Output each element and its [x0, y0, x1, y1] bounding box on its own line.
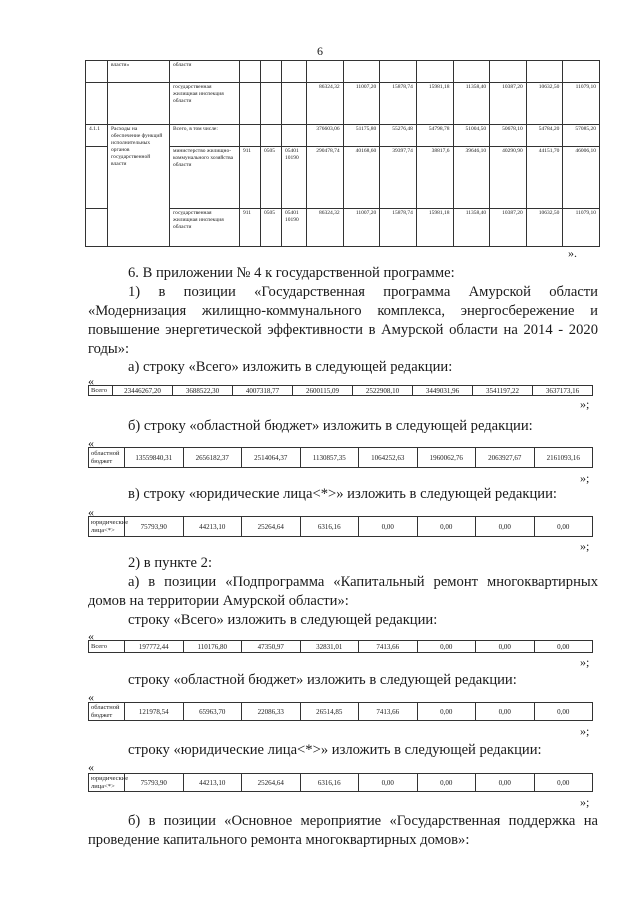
- table-row: государственная жилищная инспекция области 86324,32 11007,20 15878,74 15981,18 11358,40 10387,20 10632,50 11079,10: [86, 83, 600, 125]
- row-table-oblast-budget-2: [88, 702, 593, 721]
- row-table-oblast-budget: [88, 447, 593, 468]
- row-table-vsego-2: [88, 640, 593, 653]
- close-quote: »;: [580, 795, 590, 809]
- table-row: Всего 197772,44 110176,80 47350,97 32831,01 7413,66 0,00 0,00 0,00: [89, 641, 593, 653]
- table-row: юридические лица<*> 75793,90 44213,10 25264,64 6316,16 0,00 0,00 0,00 0,00: [89, 517, 593, 537]
- open-quote: «: [88, 629, 94, 643]
- open-quote: «: [88, 760, 94, 774]
- row-table-vsego: [88, 385, 593, 396]
- close-quote: »;: [580, 397, 590, 411]
- open-quote: «: [88, 436, 94, 450]
- close-quote: »;: [580, 724, 590, 738]
- table-row: областной бюджет 13559840,31 2656182,37 2514064,37 1130857,35 1064252,63 1960062,76 2063927,67 2161093,16: [89, 448, 593, 468]
- open-quote: «: [88, 505, 94, 519]
- table-row: областной бюджет 121978,54 65963,70 22086,33 26514,85 7413,66 0,00 0,00 0,00: [89, 703, 593, 721]
- closing-quote: ».: [568, 246, 577, 260]
- item-b: б) строку «областной бюджет» изложить в следующей редакции:: [128, 418, 533, 434]
- table-row: власти» области: [86, 61, 600, 83]
- item-a: а) строку «Всего» изложить в следующей редакции:: [128, 359, 453, 375]
- paragraph-2: 2) в пункте 2:: [128, 555, 213, 571]
- table-row: 4.1.1 Расходы на обеспечение функций исполнительных органов государственной власти Всего, в том числе: 376603,06 51175,80 55276,48 54798,78 51004,50 50678,10 54784,20 57085,20: [86, 125, 600, 147]
- paragraph-1: 1) в позиции «Государственная программа Амурской области «Модернизация жилищно-коммунального комплекса, энергосбережение и повышение энергетической эффективности в Амурской области на 2014 - 2020 годы»:: [88, 284, 598, 357]
- open-quote: «: [88, 690, 94, 704]
- row-table-legal-entities: [88, 516, 593, 537]
- item-2a: а) в позиции «Подпрограмма «Капитальный ремонт многоквартирных домов на территории Амурской области»:: [88, 574, 598, 609]
- table-row: государственная жилищная инспекция области 911 0505 05401 10190 86324,32 11007,20 15878,74 15981,18 11358,40 10387,20 10632,50 11079,10: [86, 209, 600, 247]
- item-2a-vsego: строку «Всего» изложить в следующей редакции:: [128, 612, 438, 628]
- item-v: в) строку «юридические лица<*>» изложить в следующей редакции:: [128, 486, 557, 502]
- open-quote: «: [88, 374, 94, 388]
- table-row: министерство жилищно-коммунального хозяйства области 911 0505 05401 10190 290478,74 40168,60 39397,74 38817,6 39646,10 40290,90 44151,70 46006,10: [86, 147, 600, 209]
- paragraph-6: 6. В приложении № 4 к государственной программе:: [128, 265, 455, 281]
- row-table-legal-entities-2: [88, 773, 593, 792]
- page-number: 6: [317, 44, 323, 58]
- close-quote: »;: [580, 539, 590, 553]
- budget-table-fragment: [85, 60, 600, 247]
- item-2a-legal: строку «юридические лица<*>» изложить в следующей редакции:: [128, 742, 542, 758]
- table-row: Всего 23446267,20 3688522,30 4007318,77 2600115,09 2522908,10 3449031,96 3541197,22 3637173,16: [89, 386, 593, 396]
- item-2a-oblast: строку «областной бюджет» изложить в следующей редакции:: [128, 672, 517, 688]
- close-quote: »;: [580, 655, 590, 669]
- item-2b: б) в позиции «Основное мероприятие «Государственная поддержка на проведение капитального ремонта многоквартирных домов»:: [88, 813, 598, 848]
- close-quote: »;: [580, 471, 590, 485]
- table-row: юридические лица<*> 75793,90 44213,10 25264,64 6316,16 0,00 0,00 0,00 0,00: [89, 774, 593, 792]
